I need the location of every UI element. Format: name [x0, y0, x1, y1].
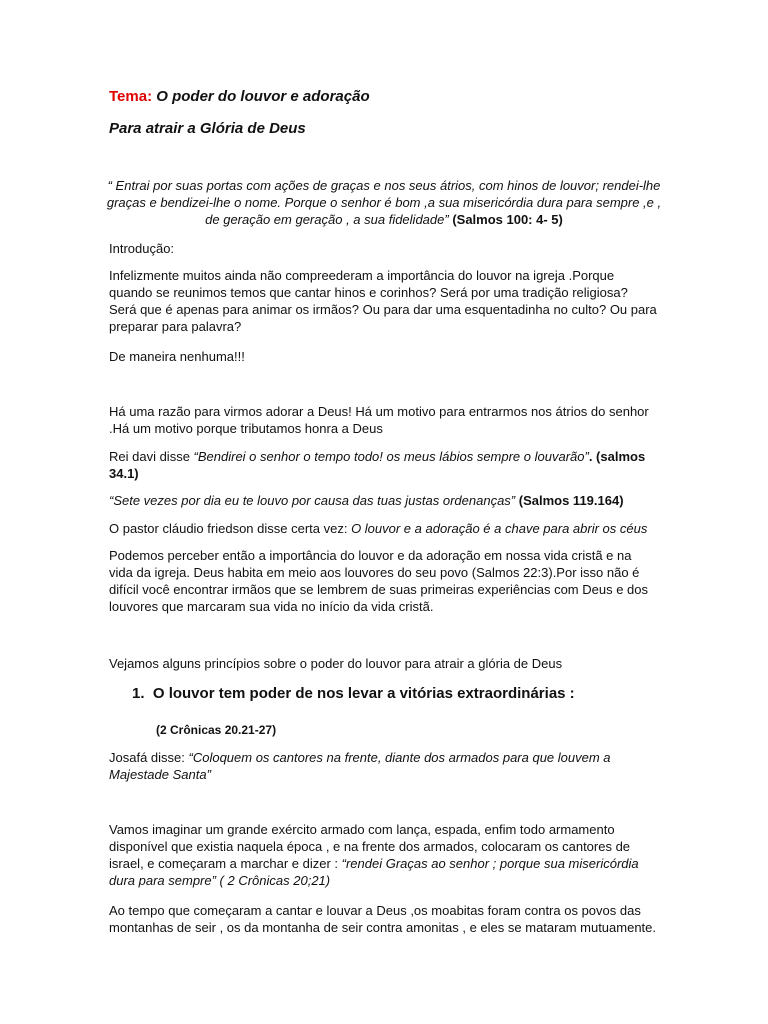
epigraph: [104, 177, 664, 228]
sete-quote-paragraph: [109, 492, 657, 509]
tempo-paragraph: Ao tempo que começaram a cantar e louvar a Deus ,os moabitas foram contra os povos das montanhas de seir , os da montanha de seir contra amonitas , e eles se mataram mutuamente.: [109, 903, 657, 935]
perceber-paragraph: Podemos perceber então a importância do louvor e da adoração em nossa vida cristã e na vida da igreja. Deus habita em meio aos louvores do seu povo (Salmos 22:3).Por isso não é difícil você encontrar irmãos que se lembrem de suas primeiras experiências com Deus e dos louvores que marcaram sua vida no início da vida cristã.: [109, 548, 649, 614]
page-subtitle: Para atrair a Glória de Deus: [109, 120, 306, 137]
section-1-number: 1.: [132, 685, 145, 702]
sete-quote: “Sete vezes por dia eu te louvo por causa das tuas justas ordenanças”: [109, 493, 516, 508]
imaginar-quote: “rendei Graças ao senhor ; porque sua misericórdia dura para sempre” ( 2 Crônicas 20;21): [109, 856, 639, 888]
epigraph-line-1: “ Entrai por suas portas com ações de graças e nos seus átrios, com hinos de louvor; rendei-lhe: [107, 178, 661, 193]
davi-quote: “Bendirei o senhor o tempo todo! os meus lábios sempre o louvarão”: [193, 449, 589, 464]
epigraph-line-3-text: de geração em geração , a sua fidelidade”: [205, 212, 449, 227]
section-1-reference: (2 Crônicas 20.21-27): [156, 723, 277, 737]
vejamos-paragraph: Vejamos alguns princípios sobre o poder do louvor para atrair a glória de Deus: [109, 656, 563, 671]
section-1-title: O louvor tem poder de nos levar a vitórias extraordinárias :: [152, 685, 575, 702]
imaginar-paragraph: [109, 821, 657, 889]
title-text: O poder do louvor e adoração: [156, 88, 370, 105]
epigraph-reference: (Salmos 100: 4- 5): [452, 212, 563, 227]
josafa-intro: Josafá disse:: [109, 750, 189, 765]
intro-heading: Introdução:: [109, 241, 175, 256]
imaginar-text: Vamos imaginar um grande exército armado com lança, espada, enfim todo armamento disponível que existia naquela época , e na frente dos armados, colocaram os cantores de israel, e começaram a marchar e dizer :: [109, 822, 631, 871]
epigraph-line-3: [104, 211, 664, 228]
intro-paragraph: Infelizmente muitos ainda não compreederam a importância do louvor na igreja .Porque quando se reunimos temos que cantar hinos e corinhos? Será por uma tradição religiosa? Será que é apenas para animar os irmãos? Ou para dar uma esquentadinha no culto? Ou para preparar para palavra?: [109, 268, 657, 334]
reason-paragraph: Há uma razão para virmos adorar a Deus! Há um motivo para entrarmos nos átrios do senhor .Há um motivo porque tributamos honra a Deus: [109, 404, 649, 436]
josafa-paragraph: [109, 749, 657, 783]
pastor-quote: O louvor e a adoração é a chave para abrir os céus: [351, 521, 648, 536]
davi-reference: . (salmos 34.1): [109, 449, 646, 481]
sete-reference: (Salmos 119.164): [515, 493, 624, 508]
pastor-intro: O pastor cláudio friedson disse certa vez:: [109, 521, 352, 536]
intro-exclamation: De maneira nenhuma!!!: [109, 349, 245, 364]
davi-intro: Rei davi disse: [109, 449, 194, 464]
title-label: Tema:: [109, 88, 153, 105]
epigraph-line-2: graças e bendizei-lhe o nome. Porque o senhor é bom ,a sua misericórdia dura para sempre ,e ,: [106, 195, 662, 210]
pastor-quote-paragraph: [109, 520, 657, 537]
davi-quote-paragraph: [109, 448, 657, 482]
section-1-heading: [132, 685, 692, 703]
page-title: [109, 88, 657, 106]
josafa-quote: “Coloquem os cantores na frente, diante dos armados para que louvem a Majestade Santa”: [109, 750, 611, 782]
